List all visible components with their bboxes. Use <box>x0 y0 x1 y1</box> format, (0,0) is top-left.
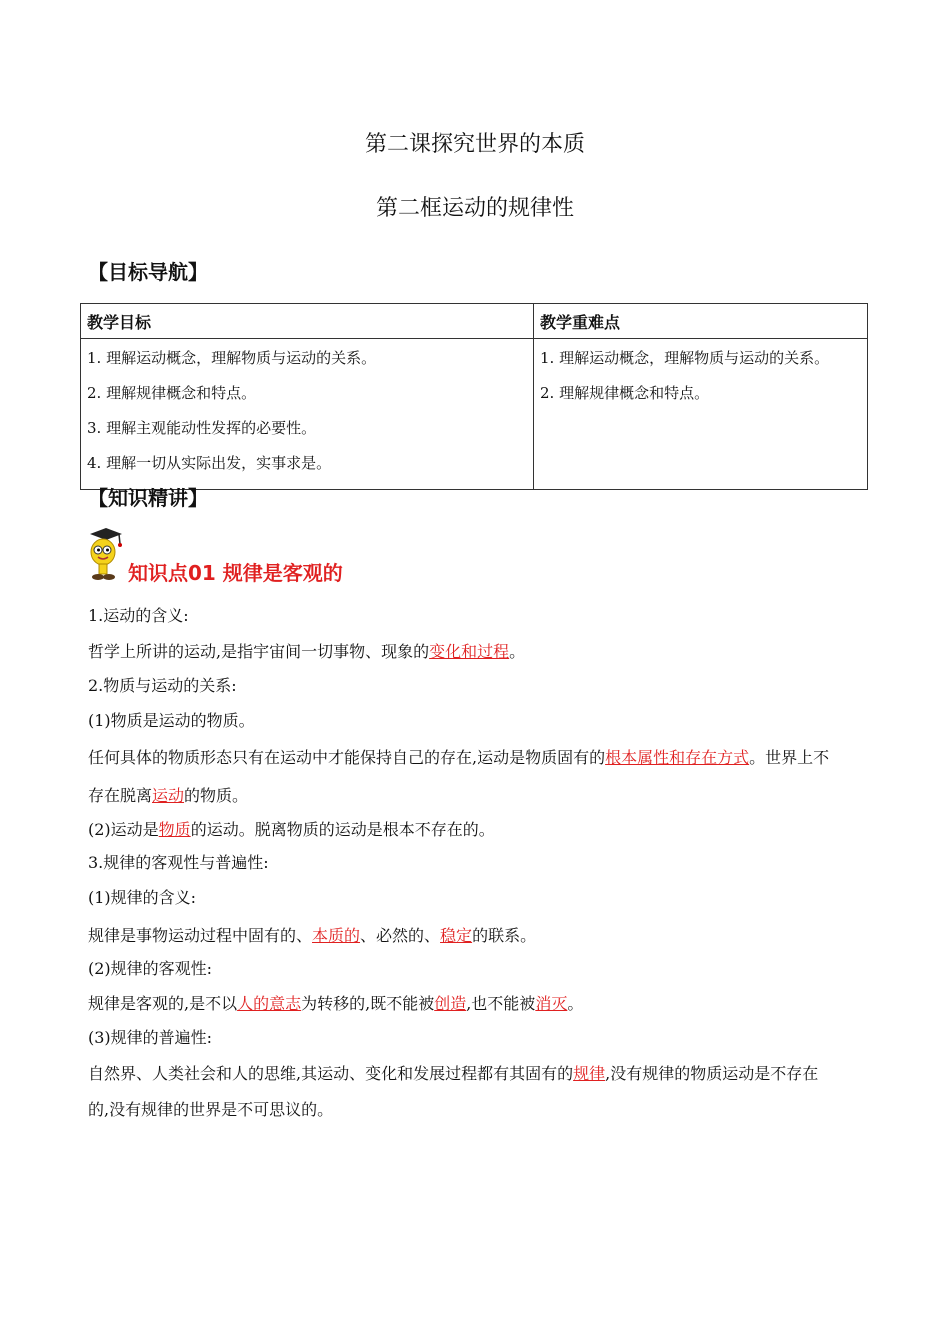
goals-table-body-row <box>81 339 868 490</box>
highlight-human-will: 人的意志 <box>237 994 302 1013</box>
paragraph-law-definition: 规律是事物运动过程中固有的、本质的、必然的、稳定的联系。 <box>88 926 537 945</box>
heading-matter-motion: 2.物质与运动的关系: <box>88 676 237 695</box>
key-point-item: 2. 理解规律概念和特点。 <box>540 384 710 402</box>
goals-table <box>80 303 868 490</box>
paragraph-matter-form: 任何具体的物质形态只有在运动中才能保持自己的存在,运动是物质固有的根本属性和存在方式。世界上不 <box>88 748 830 767</box>
highlight-create: 创造 <box>434 994 467 1013</box>
goals-header: 教学目标 <box>81 304 534 339</box>
paragraph-no-matter-without-motion: 存在脱离运动的物质。 <box>88 786 249 805</box>
paragraph-law-objective: 规律是客观的,是不以人的意志为转移的,既不能被创造,也不能被消灭。 <box>88 994 584 1013</box>
subheading-law-objective: (2)规律的客观性: <box>88 959 213 978</box>
paragraph-law-universal-end: 的,没有规律的世界是不可思议的。 <box>88 1100 334 1119</box>
heading-motion-meaning: 1.运动的含义: <box>88 606 189 625</box>
knowledge-point-title: 知识点01 规律是客观的 <box>128 561 343 585</box>
highlight-motion: 运动 <box>152 786 185 805</box>
heading-law-objectivity: 3.规律的客观性与普遍性: <box>88 853 269 872</box>
subheading-law-universal: (3)规律的普遍性: <box>88 1028 213 1047</box>
highlight-destroy: 消灭 <box>535 994 568 1013</box>
subheading-law-meaning: (1)规律的含义: <box>88 888 197 907</box>
goal-item: 1. 理解运动概念，理解物质与运动的关系。 <box>87 349 377 367</box>
subheading-matter-moving: (1)物质是运动的物质。 <box>88 711 255 730</box>
graduate-mascot-icon <box>86 526 126 582</box>
goals-table-header-row <box>81 304 868 339</box>
highlight-change-process: 变化和过程 <box>429 642 510 661</box>
lesson-title: 第二课探究世界的本质 <box>364 132 585 157</box>
goals-nav-heading: 【目标导航】 <box>88 260 208 284</box>
paragraph-law-universal: 自然界、人类社会和人的思维,其运动、变化和发展过程都有其固有的规律,没有规律的物质运动是不存在 <box>88 1064 819 1083</box>
goal-item: 4. 理解一切从实际出发，实事求是。 <box>87 454 332 472</box>
key-point-item: 1. 理解运动概念，理解物质与运动的关系。 <box>540 349 830 367</box>
goal-item: 3. 理解主观能动性发挥的必要性。 <box>87 419 317 437</box>
paragraph-motion-definition: 哲学上所讲的运动,是指宇宙间一切事物、现象的变化和过程。 <box>88 642 526 661</box>
knowledge-heading: 【知识精讲】 <box>88 486 208 510</box>
highlight-matter: 物质 <box>158 820 191 839</box>
paragraph-motion-of-matter: (2)运动是物质的运动。脱离物质的运动是根本不存在的。 <box>88 820 495 839</box>
highlight-fundamental-attribute: 根本属性和存在方式 <box>605 748 750 767</box>
key-points-cell <box>534 339 868 490</box>
frame-title: 第二框运动的规律性 <box>375 196 574 221</box>
highlight-law: 规律 <box>573 1064 606 1083</box>
goals-cell <box>81 339 534 490</box>
highlight-stable: 稳定 <box>440 926 473 945</box>
goal-item: 2. 理解规律概念和特点。 <box>87 384 257 402</box>
highlight-essential: 本质的 <box>312 926 361 945</box>
key-points-header: 教学重难点 <box>534 304 868 339</box>
